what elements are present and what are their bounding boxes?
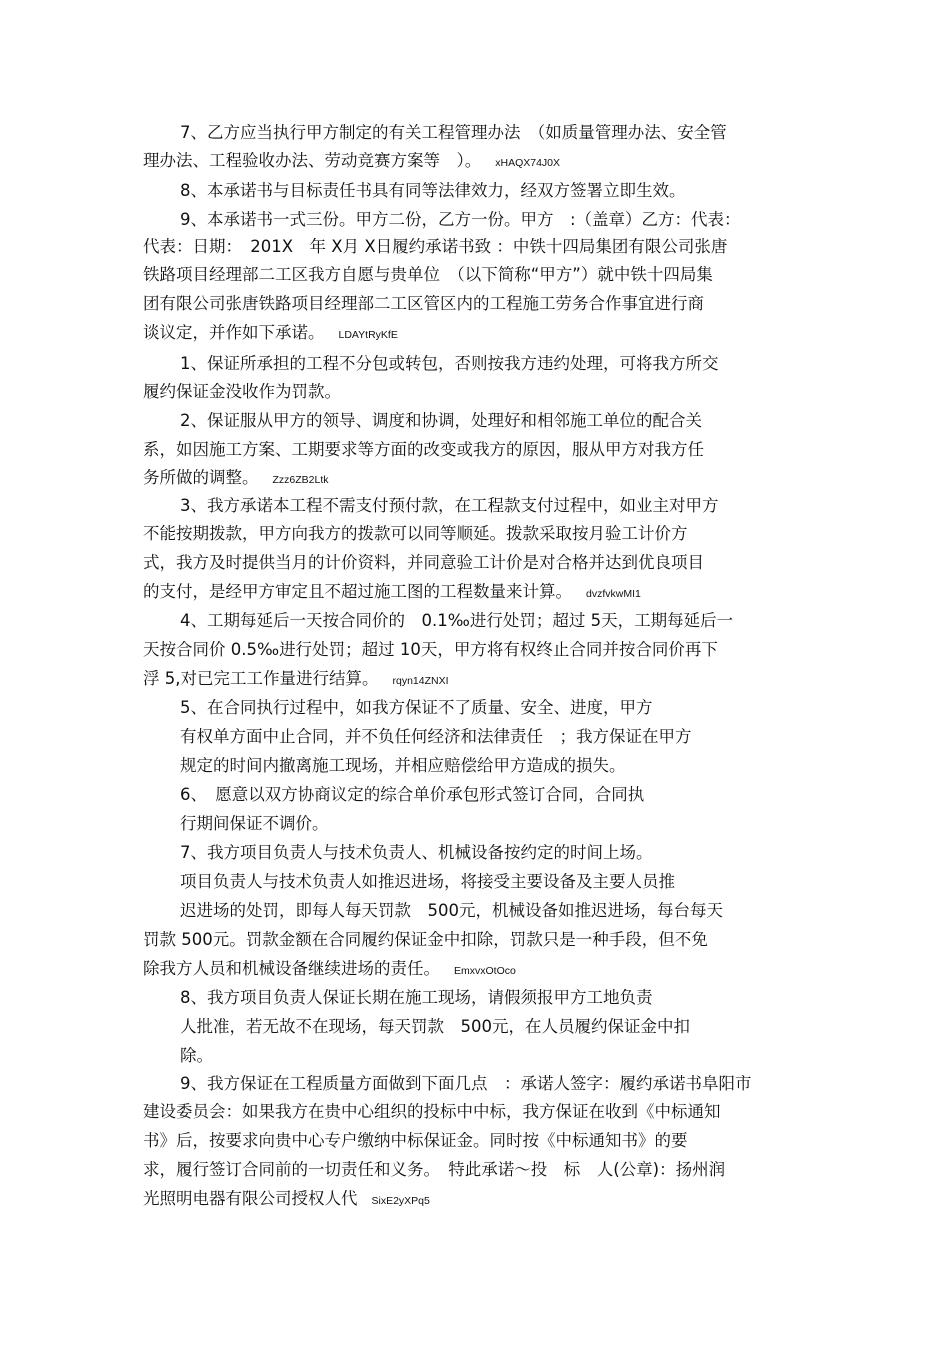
text-line <box>180 210 741 230</box>
text-line <box>143 294 704 314</box>
text-line <box>143 323 398 345</box>
reference-code: rqyn14ZNXI <box>392 675 449 687</box>
text-line <box>143 640 718 660</box>
line-text: 9、本承诺书一式三份。甲方二份，乙方一份。甲方 :（盖章）乙方：代表： <box>180 210 741 229</box>
text-line <box>180 756 626 776</box>
text-line <box>180 872 675 892</box>
text-line <box>143 1160 725 1180</box>
text-line <box>180 814 329 834</box>
line-text: 行期间保证不调价。 <box>180 814 329 833</box>
line-text: 2、保证服从甲方的领导、调度和协调，处理好和相邻施工单位的配合关 <box>180 411 702 430</box>
line-text: 不能按期拨款，甲方向我方的拨款可以同等顺延。拨款采取按月验工计价方 <box>143 524 688 543</box>
line-text: 天按合同价 0.5‰进行处罚；超过 10天，甲方将有权终止合同并按合同价再下 <box>143 640 718 659</box>
line-text: 系，如因施工方案、工期要求等方面的改变或我方的原因，服从甲方对我方任 <box>143 440 704 459</box>
line-text: 浮 5,对已完工工作量进行结算。 <box>143 669 379 688</box>
line-text: 有权单方面中止合同，并不负任何经济和法律责任 ；我方保证在甲方 <box>180 727 692 746</box>
text-line <box>143 959 516 981</box>
line-text: 4、工期每延后一天按合同价的 0.1‰进行处罚；超过 5天，工期每延后一 <box>180 611 734 630</box>
text-line <box>180 181 686 201</box>
text-line <box>180 123 727 143</box>
line-text: 式，我方及时提供当月的计价资料，并同意验工计价是对合格并达到优良项目 <box>143 553 704 572</box>
text-line <box>143 440 704 460</box>
line-text: 建设委员会：如果我方在贵中心组织的投标中中标，我方保证在收到《中标通知 <box>143 1102 721 1121</box>
line-text: 7、我方项目负责人与技术负责人、机械设备按约定的时间上场。 <box>180 843 653 862</box>
line-text: 铁路项目经理部二工区我方自愿与贵单位 （以下简称“甲方”）就中铁十四局集 <box>143 265 713 284</box>
line-text: 项目负责人与技术负责人如推迟进场，将接受主要设备及主要人员推 <box>180 872 675 891</box>
text-line <box>143 151 560 173</box>
line-text: 履约保证金没收作为罚款。 <box>143 382 341 401</box>
line-text: 7、乙方应当执行甲方制定的有关工程管理办法 （如质量管理办法、安全管 <box>180 123 727 142</box>
line-text: 9、我方保证在工程质量方面做到下面几点 ：承诺人签字：履约承诺书阜阳市 <box>180 1074 752 1093</box>
text-line <box>180 1074 752 1094</box>
text-line <box>143 1189 430 1211</box>
line-text: 8、我方项目负责人保证长期在施工现场，请假须报甲方工地负责 <box>180 988 653 1007</box>
line-text: 谈议定，并作如下承诺。 <box>143 323 325 342</box>
line-text: 人批准，若无故不在现场，每天罚款 500元，在人员履约保证金中扣 <box>180 1017 690 1036</box>
line-text: 8、本承诺书与目标责任书具有同等法律效力，经双方签署立即生效。 <box>180 181 686 200</box>
text-line <box>180 785 644 805</box>
line-text: 的支付，是经甲方审定且不超过施工图的工程数量来计算。 <box>143 582 572 601</box>
text-line <box>143 524 688 544</box>
line-text: 光照明电器有限公司授权人代 <box>143 1189 358 1208</box>
text-line <box>143 265 713 285</box>
text-line <box>180 698 653 718</box>
line-text: 1、保证所承担的工程不分包或转包，否则按我方违约处理，可将我方所交 <box>180 354 719 373</box>
reference-code: EmxvxOtOco <box>454 965 516 977</box>
text-line <box>143 582 641 604</box>
line-text: 3、我方承诺本工程不需支付预付款，在工程款支付过程中，如业主对甲方 <box>180 496 719 515</box>
line-text: 务所做的调整。 <box>143 468 259 487</box>
text-line <box>180 727 692 747</box>
reference-code: xHAQX74J0X <box>495 157 561 169</box>
line-text: 迟进场的处罚，即每人每天罚款 500元，机械设备如推迟进场，每台每天 <box>180 901 723 920</box>
line-text: 罚款 500元。罚款金额在合同履约保证金中扣除，罚款只是一种手段，但不免 <box>143 930 708 949</box>
line-text: 除我方人员和机械设备继续进场的责任。 <box>143 959 440 978</box>
reference-code: Zzz6ZB2Ltk <box>272 474 329 486</box>
line-text: 规定的时间内撤离施工现场，并相应赔偿给甲方造成的损失。 <box>180 756 626 775</box>
text-line <box>180 354 719 374</box>
reference-code: dvzfvkwMI1 <box>586 588 641 600</box>
line-text: 5、在合同执行过程中，如我方保证不了质量、安全、进度，甲方 <box>180 698 653 717</box>
text-line <box>180 611 733 631</box>
text-line <box>143 930 708 950</box>
text-line <box>143 1131 688 1151</box>
reference-code: LDAYtRyKfE <box>338 329 398 341</box>
text-line <box>180 843 653 863</box>
text-line <box>143 382 341 402</box>
line-text: 除。 <box>180 1046 213 1065</box>
text-line <box>180 496 719 516</box>
text-line <box>180 1046 213 1066</box>
line-text: 团有限公司张唐铁路项目经理部二工区管区内的工程施工劳务合作事宜进行商 <box>143 294 704 313</box>
line-text: 理办法、工程验收办法、劳动竞赛方案等 ）。 <box>143 151 482 170</box>
text-line <box>180 901 723 921</box>
text-line <box>143 553 704 573</box>
text-line <box>143 237 727 257</box>
reference-code: SixE2yXPq5 <box>371 1195 430 1207</box>
text-line <box>143 669 449 691</box>
line-text: 求，履行签订合同前的一切责任和义务。 特此承诺～投 标 人(公章)：扬州润 <box>143 1160 726 1179</box>
text-line <box>143 1102 721 1122</box>
text-line <box>180 1017 690 1037</box>
text-line <box>143 468 329 490</box>
line-text: 代表：日期： 201X 年 X月 X日履约承诺书致 ：中铁十四局集团有限公司张唐 <box>143 237 728 256</box>
line-text: 6、 愿意以双方协商议定的综合单价承包形式签订合同，合同执 <box>180 785 645 804</box>
line-text: 书》后，按要求向贵中心专户缴纳中标保证金。同时按《中标通知书》的要 <box>143 1131 688 1150</box>
text-line <box>180 988 653 1008</box>
text-line <box>180 411 702 431</box>
